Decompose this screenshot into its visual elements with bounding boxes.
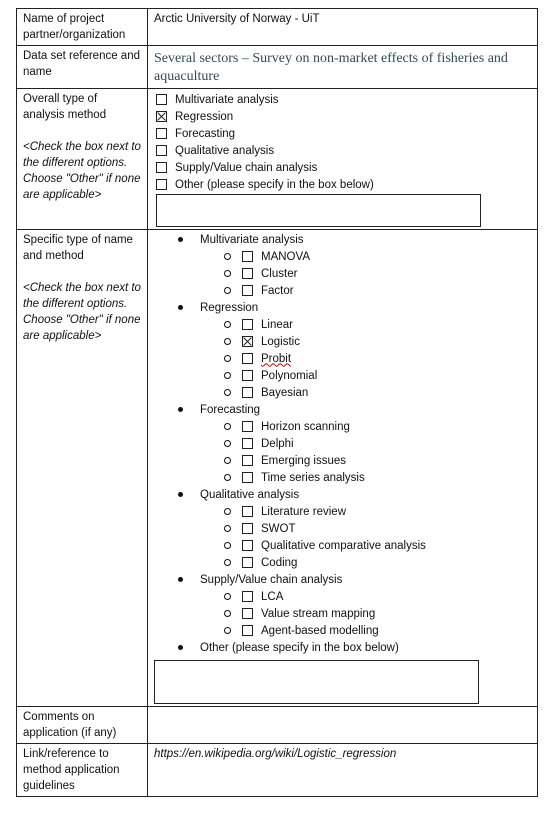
- option-coding[interactable]: [154, 554, 531, 571]
- checkbox-icon[interactable]: [242, 506, 253, 517]
- specific-hint: <Check the box next to the different options. Choose "Other" if none are applicable>: [23, 282, 141, 342]
- option-label: Factor: [261, 284, 294, 297]
- overall-option-qualitative-analysis[interactable]: [156, 142, 531, 159]
- option-delphi[interactable]: [154, 435, 531, 452]
- option-literature-review[interactable]: [154, 503, 531, 520]
- overall-option-label: Regression: [175, 110, 234, 123]
- circle-bullet-icon: [224, 270, 231, 277]
- overall-option-label: Multivariate analysis: [175, 93, 279, 106]
- checkbox-icon[interactable]: [242, 455, 253, 466]
- option-bayesian[interactable]: [154, 384, 531, 401]
- option-qualitative-comparative-analysis[interactable]: [154, 537, 531, 554]
- checkbox-icon[interactable]: [242, 540, 253, 551]
- circle-bullet-icon: [224, 610, 231, 617]
- checkbox-icon[interactable]: [242, 625, 253, 636]
- option-agent-based-modelling[interactable]: [154, 622, 531, 639]
- group-qualitative-analysis: [154, 486, 531, 503]
- specific-label: Specific type of name and method: [23, 234, 133, 262]
- option-label: Value stream mapping: [261, 607, 376, 620]
- group-regression: [154, 299, 531, 316]
- row-dataset: [17, 46, 538, 89]
- group-supply-value-chain-analysis: [154, 571, 531, 588]
- group-label: Regression: [200, 301, 259, 314]
- circle-bullet-icon: [224, 440, 231, 447]
- checkbox-icon[interactable]: [242, 438, 253, 449]
- bullet-icon: [178, 577, 183, 582]
- option-swot[interactable]: [154, 520, 531, 537]
- option-label: Time series analysis: [261, 471, 365, 484]
- checkbox-icon[interactable]: [156, 128, 167, 139]
- option-label: Logistic: [261, 335, 300, 348]
- checkbox-icon[interactable]: [156, 145, 167, 156]
- specific-options-cell: [148, 230, 538, 707]
- overall-option-supply-value-chain-analysis[interactable]: [156, 159, 531, 176]
- bullet-icon: [178, 645, 183, 650]
- comments-label: Comments on application (if any): [17, 707, 148, 744]
- circle-bullet-icon: [224, 287, 231, 294]
- option-label: MANOVA: [261, 250, 310, 263]
- option-label: LCA: [261, 590, 284, 603]
- checkbox-icon[interactable]: [242, 591, 253, 602]
- group-label: Supply/Value chain analysis: [200, 573, 343, 586]
- circle-bullet-icon: [224, 542, 231, 549]
- option-label: Bayesian: [261, 386, 309, 399]
- checkbox-icon[interactable]: [156, 94, 167, 105]
- checkbox-icon[interactable]: [242, 608, 253, 619]
- circle-bullet-icon: [224, 508, 231, 515]
- partner-label: Name of project partner/organization: [17, 9, 148, 46]
- option-time-series-analysis[interactable]: [154, 469, 531, 486]
- overall-option-multivariate-analysis[interactable]: [156, 91, 531, 108]
- option-logistic[interactable]: [154, 333, 531, 350]
- option-factor[interactable]: [154, 282, 531, 299]
- option-value-stream-mapping[interactable]: [154, 605, 531, 622]
- row-specific: [17, 230, 538, 707]
- option-lca[interactable]: [154, 588, 531, 605]
- option-label: SWOT: [261, 522, 296, 535]
- overall-options-list: [156, 91, 531, 193]
- link-label: Link/reference to method application guidelines: [17, 744, 148, 797]
- dataset-label: Data set reference and name: [17, 46, 148, 89]
- row-link: [17, 744, 538, 797]
- overall-option-label: Forecasting: [175, 127, 236, 140]
- overall-option-label: Other (please specify in the box below): [175, 178, 374, 191]
- circle-bullet-icon: [224, 372, 231, 379]
- specific-other-item: [154, 639, 531, 656]
- option-label: Probit: [261, 352, 292, 365]
- checkbox-icon[interactable]: [156, 179, 167, 190]
- partner-value[interactable]: Arctic University of Norway - UiT: [148, 9, 538, 46]
- method-form-table: [16, 8, 538, 797]
- specific-groups-list: [154, 231, 531, 639]
- checkbox-icon[interactable]: [242, 387, 253, 398]
- option-linear[interactable]: [154, 316, 531, 333]
- circle-bullet-icon: [224, 355, 231, 362]
- checkbox-checked-icon[interactable]: [242, 336, 253, 347]
- bullet-icon: [178, 492, 183, 497]
- row-partner: [17, 9, 538, 46]
- link-cell: [148, 744, 538, 797]
- group-label: Multivariate analysis: [200, 233, 304, 246]
- comments-value[interactable]: [148, 707, 538, 744]
- option-label: Literature review: [261, 505, 347, 518]
- group-forecasting: [154, 401, 531, 418]
- specific-other-label: Other (please specify in the box below): [200, 641, 399, 654]
- dataset-title[interactable]: Several sectors – Survey on non-market effects of fisheries and aquaculture: [154, 51, 508, 84]
- checkbox-icon[interactable]: [242, 421, 253, 432]
- circle-bullet-icon: [224, 389, 231, 396]
- checkbox-icon[interactable]: [242, 251, 253, 262]
- option-cluster[interactable]: [154, 265, 531, 282]
- overall-option-forecasting[interactable]: [156, 125, 531, 142]
- circle-bullet-icon: [224, 627, 231, 634]
- bullet-icon: [178, 237, 183, 242]
- circle-bullet-icon: [224, 525, 231, 532]
- circle-bullet-icon: [224, 457, 231, 464]
- overall-label-cell: [17, 89, 148, 230]
- option-emerging-issues[interactable]: [154, 452, 531, 469]
- circle-bullet-icon: [224, 559, 231, 566]
- checkbox-icon[interactable]: [242, 557, 253, 568]
- group-label: Qualitative analysis: [200, 488, 300, 501]
- checkbox-icon[interactable]: [242, 319, 253, 330]
- overall-option-regression[interactable]: [156, 108, 531, 125]
- circle-bullet-icon: [224, 423, 231, 430]
- overall-option-other-please-specify-in-the-box-below[interactable]: [156, 176, 531, 193]
- circle-bullet-icon: [224, 474, 231, 481]
- checkbox-icon[interactable]: [242, 523, 253, 534]
- circle-bullet-icon: [224, 338, 231, 345]
- option-manova[interactable]: [154, 248, 531, 265]
- option-label: Horizon scanning: [261, 420, 350, 433]
- group-multivariate-analysis: [154, 231, 531, 248]
- circle-bullet-icon: [224, 321, 231, 328]
- option-label: Coding: [261, 556, 298, 569]
- dataset-cell: [148, 46, 538, 89]
- checkbox-icon[interactable]: [156, 162, 167, 173]
- row-comments: [17, 707, 538, 744]
- method-guideline-link[interactable]: https://en.wikipedia.org/wiki/Logistic_regression: [154, 748, 397, 760]
- option-label: Agent-based modelling: [261, 624, 379, 637]
- option-polynomial[interactable]: [154, 367, 531, 384]
- option-probit[interactable]: [154, 350, 531, 367]
- specific-label-cell: [17, 230, 148, 707]
- checkbox-checked-icon[interactable]: [156, 111, 167, 122]
- row-overall: [17, 89, 538, 230]
- bullet-icon: [178, 407, 183, 412]
- overall-option-label: Qualitative analysis: [175, 144, 275, 157]
- option-label: Polynomial: [261, 369, 318, 382]
- bullet-icon: [178, 305, 183, 310]
- checkbox-icon[interactable]: [242, 353, 253, 364]
- checkbox-icon[interactable]: [242, 472, 253, 483]
- option-label: Linear: [261, 318, 293, 331]
- overall-options-cell: [148, 89, 538, 230]
- overall-hint: <Check the box next to the different options. Choose "Other" if none are applicable>: [23, 141, 141, 201]
- checkbox-icon[interactable]: [242, 370, 253, 381]
- option-label: Qualitative comparative analysis: [261, 539, 426, 552]
- circle-bullet-icon: [224, 253, 231, 260]
- checkbox-icon[interactable]: [242, 268, 253, 279]
- overall-option-label: Supply/Value chain analysis: [175, 161, 318, 174]
- overall-label: Overall type of analysis method: [23, 93, 107, 121]
- option-label: Emerging issues: [261, 454, 347, 467]
- circle-bullet-icon: [224, 593, 231, 600]
- specific-other-textbox[interactable]: [154, 660, 479, 704]
- checkbox-icon[interactable]: [242, 285, 253, 296]
- option-label: Cluster: [261, 267, 298, 280]
- overall-other-textbox[interactable]: [156, 194, 481, 227]
- option-horizon-scanning[interactable]: [154, 418, 531, 435]
- option-label: Delphi: [261, 437, 294, 450]
- group-label: Forecasting: [200, 403, 261, 416]
